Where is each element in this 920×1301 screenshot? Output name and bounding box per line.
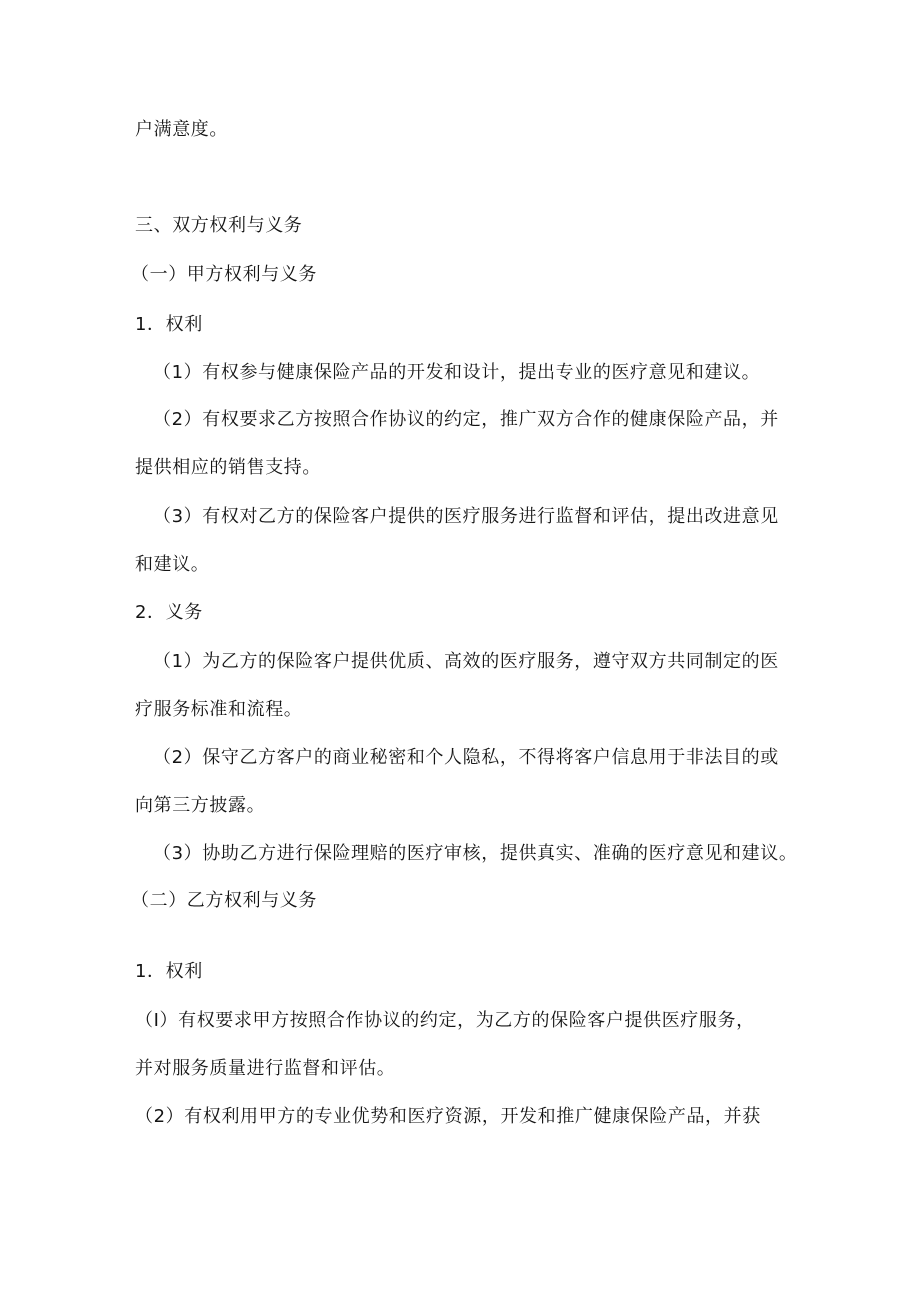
obligations-item-2: （2）保守乙方客户的商业秘密和个人隐私，不得将客户信息用于非法目的或 (153, 747, 779, 768)
rights-b-item-1-continued: 并对服务质量进行监督和评估。 (135, 1058, 396, 1079)
rights-b-item-1: （I）有权要求甲方按照合作协议的约定，为乙方的保险客户提供医疗服务， (135, 1010, 755, 1031)
rights-item-3: （3）有权对乙方的保险客户提供的医疗服务进行监督和评估，提出改进意见 (153, 506, 779, 527)
item-heading-rights: 1．权利 (135, 314, 203, 335)
rights-item-3-continued: 和建议。 (135, 554, 210, 575)
item-heading-obligations: 2．义务 (135, 602, 203, 623)
rights-item-1: （1）有权参与健康保险产品的开发和设计，提出专业的医疗意见和建议。 (153, 362, 761, 383)
paragraph-continuation: 户满意度。 (135, 119, 228, 140)
obligations-item-1: （1）为乙方的保险客户提供优质、高效的医疗服务，遵守双方共同制定的医 (153, 651, 779, 672)
rights-item-2-continued: 提供相应的销售支持。 (135, 457, 321, 478)
item-heading-rights-b: 1．权利 (135, 961, 203, 982)
obligations-item-2-continued: 向第三方披露。 (135, 795, 266, 816)
obligations-item-3: （3）协助乙方进行保险理赔的医疗审核，提供真实、准确的医疗意见和建议。 (153, 843, 798, 864)
rights-item-2: （2）有权要求乙方按照合作协议的约定，推广双方合作的健康保险产品，并 (153, 409, 779, 430)
section-heading: 三、双方权利与义务 (135, 215, 303, 236)
obligations-item-1-continued: 疗服务标准和流程。 (135, 699, 303, 720)
subsection-heading-party-a: （一）甲方权利与义务 (131, 264, 317, 285)
rights-b-item-2: （2）有权利用甲方的专业优势和医疗资源，开发和推广健康保险产品，并获 (135, 1106, 761, 1127)
subsection-heading-party-b: （二）乙方权利与义务 (131, 890, 317, 911)
